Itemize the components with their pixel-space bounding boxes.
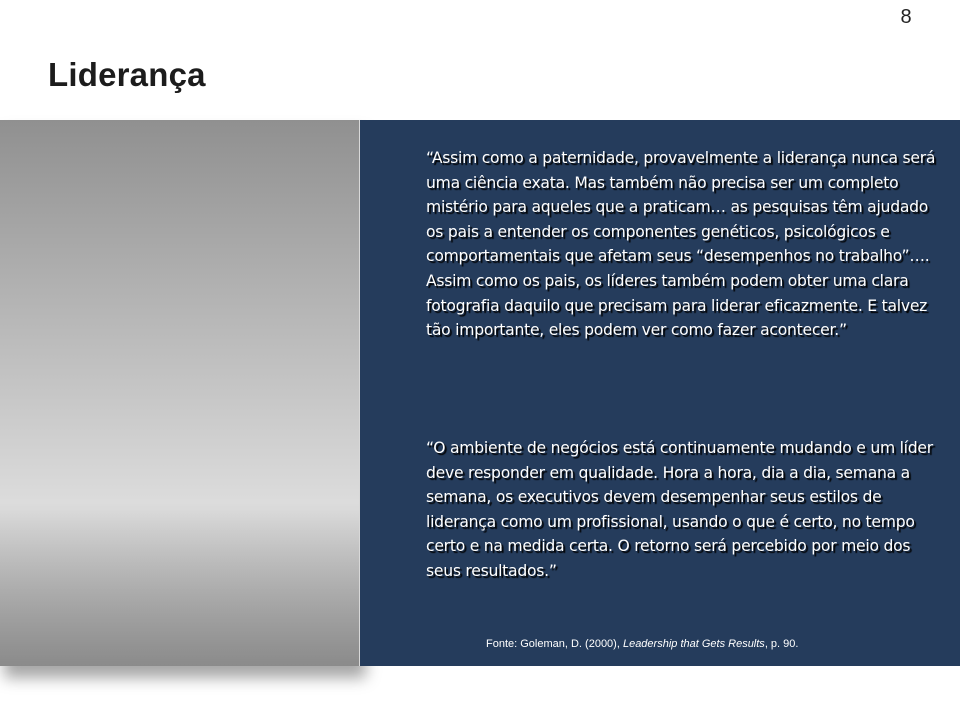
page-number: 8: [900, 6, 912, 28]
source-prefix: Fonte: Goleman, D. (2000),: [486, 638, 623, 650]
source-suffix: , p. 90.: [764, 638, 799, 650]
photo-shading: [0, 510, 362, 666]
photo-panel: [0, 120, 362, 666]
quote-panel: [360, 120, 960, 666]
slide-title: Liderança: [48, 56, 206, 93]
quote-business-environment: “O ambiente de negócios está continuamente mudando e um líder deve responder em qualidade. Hora a hora, dia a dia, semana a semana, os executivos devem desempenhar seus estilos de liderança como um profissional, usando o que é certo, no tempo certo e na medida certa. O retorno será percebido por meio dos seus resultados.”: [426, 439, 933, 580]
source-citation: [486, 638, 946, 650]
source-work-title: Leadership that Gets Results: [622, 638, 765, 650]
quote-paternity: “Assim como a paternidade, provavelmente a liderança nunca será uma ciência exata. Mas também não precisa ser um completo mistério para aqueles que a praticam… as pesquisas têm ajudado os pais a entender os componentes genéticos, psicológicos e comportamentais que afetam seus “desempenhos no trabalho”…. Assim como os pais, os líderes também podem obter uma clara fotografia daquilo que precisam para liderar eficazmente. E talvez tão importante, eles podem ver como fazer acontecer.”: [426, 149, 936, 340]
